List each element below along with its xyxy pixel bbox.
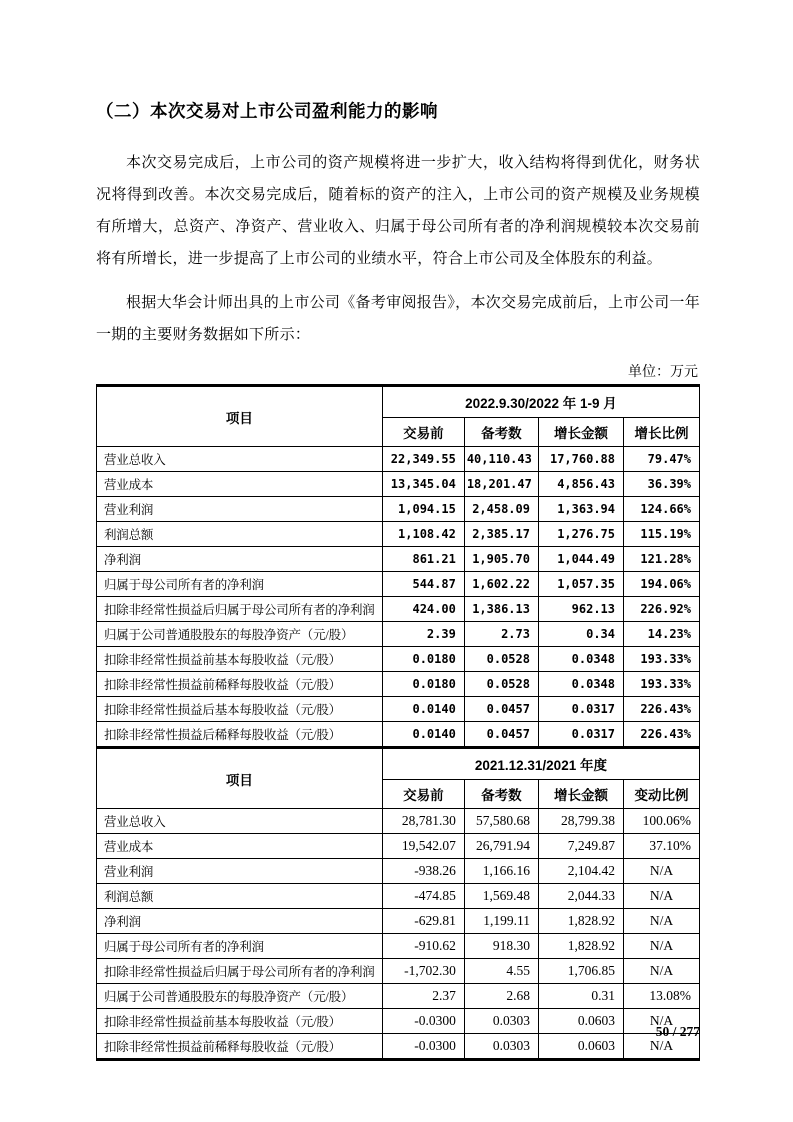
row-value: 0.0348: [538, 647, 623, 672]
row-value: 0.0180: [382, 647, 464, 672]
row-value: 0.0317: [538, 722, 623, 747]
row-value: N/A: [624, 909, 700, 934]
column-header-growth-amount: 增长金额: [538, 418, 623, 447]
table-row: [97, 547, 700, 572]
table-row: [97, 447, 700, 472]
row-value: 1,057.35: [538, 572, 623, 597]
row-value: 36.39%: [624, 472, 700, 497]
row-value: 1,706.85: [538, 959, 623, 984]
row-value: 1,166.16: [464, 859, 538, 884]
table-header: [97, 748, 700, 809]
row-value: 1,828.92: [538, 934, 623, 959]
row-value: 13,345.04: [382, 472, 464, 497]
table-row: [97, 697, 700, 722]
row-label: 扣除非经常性损益前稀释每股收益（元/股）: [97, 1034, 383, 1060]
row-value: 1,602.22: [464, 572, 538, 597]
row-value: 0.0603: [538, 1009, 623, 1034]
table-row: [97, 909, 700, 934]
row-label: 归属于母公司所有者的净利润: [97, 934, 383, 959]
row-value: 226.92%: [624, 597, 700, 622]
row-value: 121.28%: [624, 547, 700, 572]
table-body: [97, 809, 700, 1060]
row-value: -910.62: [382, 934, 464, 959]
row-label: 扣除非经常性损益前基本每股收益（元/股）: [97, 1009, 383, 1034]
row-value: 79.47%: [624, 447, 700, 472]
column-header-proforma: 备考数: [464, 780, 538, 809]
row-value: 1,363.94: [538, 497, 623, 522]
row-value: 0.0348: [538, 672, 623, 697]
item-column-header: 项目: [97, 748, 383, 809]
table-header: [97, 386, 700, 447]
row-value: 18,201.47: [464, 472, 538, 497]
row-label: 营业总收入: [97, 809, 383, 834]
row-label: 扣除非经常性损益后基本每股收益（元/股）: [97, 697, 383, 722]
table-row: [97, 672, 700, 697]
row-label: 扣除非经常性损益后归属于母公司所有者的净利润: [97, 597, 383, 622]
row-value: -629.81: [382, 909, 464, 934]
row-value: 22,349.55: [382, 447, 464, 472]
row-value: 0.0303: [464, 1009, 538, 1034]
column-header-proforma: 备考数: [464, 418, 538, 447]
row-label: 扣除非经常性损益后稀释每股收益（元/股）: [97, 722, 383, 747]
row-value: -0.0300: [382, 1009, 464, 1034]
table-row: [97, 859, 700, 884]
row-value: 2,104.42: [538, 859, 623, 884]
row-label: 营业成本: [97, 472, 383, 497]
row-label: 营业成本: [97, 834, 383, 859]
row-value: 4,856.43: [538, 472, 623, 497]
table-row: [97, 522, 700, 547]
row-value: 1,828.92: [538, 909, 623, 934]
row-value: 2,458.09: [464, 497, 538, 522]
row-value: 4.55: [464, 959, 538, 984]
row-value: 0.34: [538, 622, 623, 647]
column-header-growth-ratio: 增长比例: [624, 418, 700, 447]
row-value: 1,276.75: [538, 522, 623, 547]
row-value: 0.0140: [382, 722, 464, 747]
row-value: 40,110.43: [464, 447, 538, 472]
table-row: [97, 834, 700, 859]
row-value: 1,044.49: [538, 547, 623, 572]
row-value: 193.33%: [624, 672, 700, 697]
row-value: 57,580.68: [464, 809, 538, 834]
row-value: 0.0457: [464, 722, 538, 747]
row-value: 861.21: [382, 547, 464, 572]
row-value: 19,542.07: [382, 834, 464, 859]
paragraph-1: 本次交易完成后，上市公司的资产规模将进一步扩大，收入结构将得到优化，财务状况将得到改善。本次交易完成后，随着标的资产的注入，上市公司的资产规模及业务规模有所增大，总资产、净资产、营业收入、归属于母公司所有者的净利润规模较本次交易前将有所增长，进一步提高了上市公司的业绩水平，符合上市公司及全体股东的利益。: [96, 155, 700, 267]
table-row: [97, 884, 700, 909]
row-value: 115.19%: [624, 522, 700, 547]
row-value: 1,094.15: [382, 497, 464, 522]
row-label: 扣除非经常性损益后归属于母公司所有者的净利润: [97, 959, 383, 984]
column-header-change-ratio: 变动比例: [624, 780, 700, 809]
row-value: 1,386.13: [464, 597, 538, 622]
table-row: [97, 647, 700, 672]
row-label: 归属于公司普通股股东的每股净资产（元/股）: [97, 984, 383, 1009]
paragraph-2: 根据大华会计师出具的上市公司《备考审阅报告》，本次交易完成前后，上市公司一年一期的主要财务数据如下所示：: [96, 295, 700, 343]
row-value: 37.10%: [624, 834, 700, 859]
column-header-pre-deal: 交易前: [382, 780, 464, 809]
row-value: 100.06%: [624, 809, 700, 834]
row-value: -0.0300: [382, 1034, 464, 1060]
row-value: 7,249.87: [538, 834, 623, 859]
row-label: 扣除非经常性损益前基本每股收益（元/股）: [97, 647, 383, 672]
row-value: N/A: [624, 934, 700, 959]
row-value: 0.31: [538, 984, 623, 1009]
row-value: 28,799.38: [538, 809, 623, 834]
row-value: 124.66%: [624, 497, 700, 522]
row-value: 17,760.88: [538, 447, 623, 472]
row-value: 0.0603: [538, 1034, 623, 1060]
table-row: [97, 722, 700, 747]
row-value: 2.37: [382, 984, 464, 1009]
row-value: 0.0528: [464, 647, 538, 672]
row-label: 归属于母公司所有者的净利润: [97, 572, 383, 597]
table-row: [97, 934, 700, 959]
row-value: 0.0140: [382, 697, 464, 722]
row-label: 营业利润: [97, 859, 383, 884]
period-header: 2021.12.31/2021 年度: [382, 748, 699, 780]
page-number: 50 / 277: [655, 1024, 700, 1039]
row-value: 2.73: [464, 622, 538, 647]
row-value: 13.08%: [624, 984, 700, 1009]
row-value: 226.43%: [624, 722, 700, 747]
row-value: 26,791.94: [464, 834, 538, 859]
row-value: 194.06%: [624, 572, 700, 597]
row-value: 0.0457: [464, 697, 538, 722]
row-value: 424.00: [382, 597, 464, 622]
row-value: 2.39: [382, 622, 464, 647]
row-label: 归属于公司普通股股东的每股净资产（元/股）: [97, 622, 383, 647]
row-value: 0.0317: [538, 697, 623, 722]
row-label: 利润总额: [97, 522, 383, 547]
row-value: 0.0528: [464, 672, 538, 697]
row-value: 226.43%: [624, 697, 700, 722]
row-value: N/A: [624, 959, 700, 984]
table-row: [97, 984, 700, 1009]
section-heading: （二）本次交易对上市公司盈利能力的影响: [96, 101, 438, 121]
row-value: 1,199.11: [464, 909, 538, 934]
row-value: 1,905.70: [464, 547, 538, 572]
row-value: -474.85: [382, 884, 464, 909]
row-value: 1,569.48: [464, 884, 538, 909]
row-value: 28,781.30: [382, 809, 464, 834]
row-label: 扣除非经常性损益前稀释每股收益（元/股）: [97, 672, 383, 697]
row-value: N/A: [624, 859, 700, 884]
table-row: [97, 597, 700, 622]
table-row: [97, 809, 700, 834]
table-row: [97, 959, 700, 984]
row-value: 2,044.33: [538, 884, 623, 909]
row-value: 1,108.42: [382, 522, 464, 547]
row-value: -1,702.30: [382, 959, 464, 984]
row-value: 2.68: [464, 984, 538, 1009]
row-value: 544.87: [382, 572, 464, 597]
financial-table-2021: [96, 747, 700, 1061]
table-row: [97, 497, 700, 522]
unit-label: 单位：万元: [628, 365, 698, 380]
row-value: -938.26: [382, 859, 464, 884]
table-body: [97, 447, 700, 747]
row-label: 利润总额: [97, 884, 383, 909]
financial-table-2022: [96, 384, 700, 747]
table-row: [97, 572, 700, 597]
row-value: 0.0180: [382, 672, 464, 697]
page-content: [96, 98, 700, 1061]
row-value: 14.23%: [624, 622, 700, 647]
item-column-header: 项目: [97, 386, 383, 447]
row-value: 918.30: [464, 934, 538, 959]
row-label: 营业利润: [97, 497, 383, 522]
row-label: 净利润: [97, 547, 383, 572]
table-row: [97, 472, 700, 497]
row-value: 0.0303: [464, 1034, 538, 1060]
row-label: 净利润: [97, 909, 383, 934]
row-value: 193.33%: [624, 647, 700, 672]
row-value: N/A: [624, 1009, 700, 1034]
row-value: 962.13: [538, 597, 623, 622]
period-header: 2022.9.30/2022 年 1-9 月: [382, 386, 699, 418]
table-row: [97, 622, 700, 647]
row-label: 营业总收入: [97, 447, 383, 472]
column-header-pre-deal: 交易前: [382, 418, 464, 447]
row-value: N/A: [624, 884, 700, 909]
row-value: 2,385.17: [464, 522, 538, 547]
column-header-growth-amount: 增长金额: [538, 780, 623, 809]
row-value: N/A: [624, 1034, 700, 1060]
